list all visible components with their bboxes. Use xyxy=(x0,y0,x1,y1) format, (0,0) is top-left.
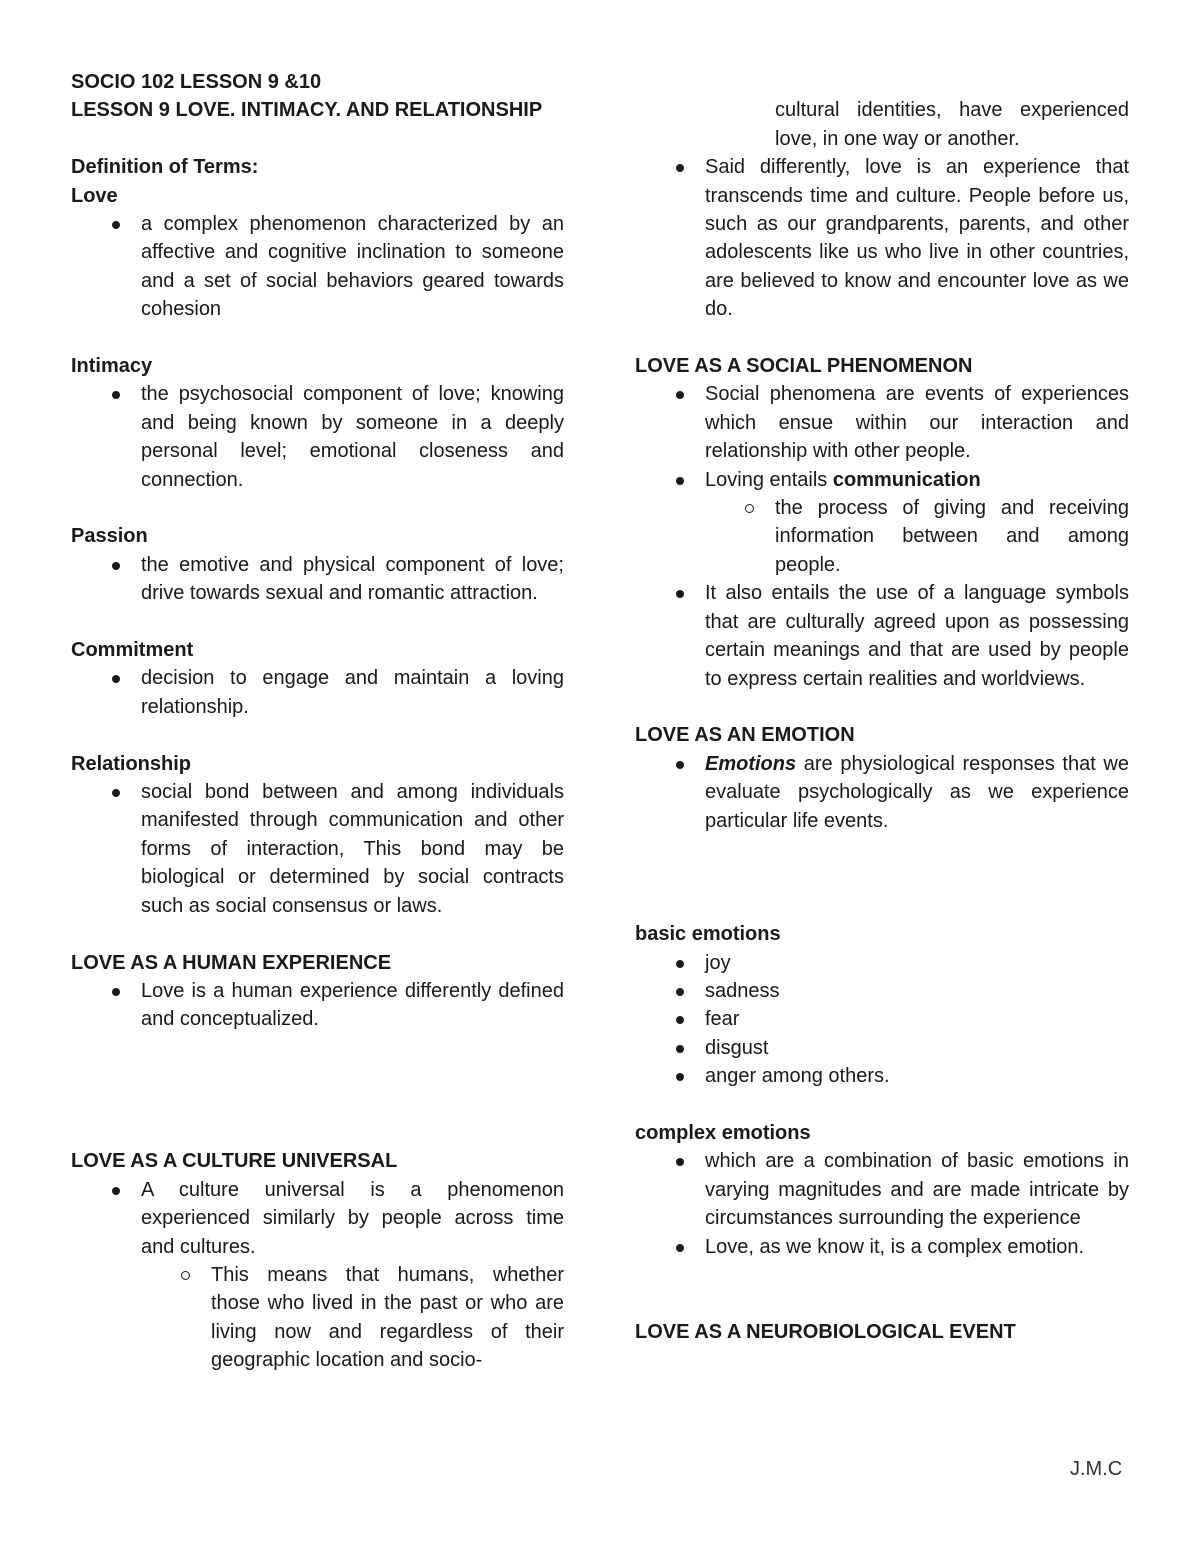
basic-emotion-item: disgust xyxy=(635,1034,1129,1062)
definitions-heading: Definition of Terms: xyxy=(71,156,259,179)
emotions-term: Emotions xyxy=(705,752,797,775)
culture-universal-heading: LOVE AS A CULTURE UNIVERSAL xyxy=(71,1150,398,1173)
culture-universal-item: A culture universal is a phenomenon experienced similarly by people across time and cultures. xyxy=(71,1176,564,1261)
footer-initials: J.M.C xyxy=(1070,1458,1123,1480)
basic-emotion-item: sadness xyxy=(635,977,1129,1005)
lesson-heading: LESSON 9 LOVE. INTIMACY. AND RELATIONSHIP xyxy=(71,99,543,122)
human-experience-heading: LOVE AS A HUMAN EXPERIENCE xyxy=(71,951,392,974)
term-commitment: Commitment xyxy=(71,639,194,662)
document-title: SOCIO 102 LESSON 9 &10 xyxy=(71,71,322,93)
culture-universal-subitem: This means that humans, whether those who lived in the past or who are living now and regardless of their geographic location and socio- xyxy=(71,1261,564,1375)
basic-emotion-item: anger among others. xyxy=(635,1062,1129,1090)
commitment-definition: decision to engage and maintain a loving relationship. xyxy=(71,664,564,721)
complex-emotions-heading: complex emotions xyxy=(635,1121,811,1144)
social-phenomenon-heading: LOVE AS A SOCIAL PHENOMENON xyxy=(635,355,973,378)
relationship-definition: social bond between and among individuals manifested through communication and other forms of interaction, This bond may be biological or determined by social contracts such as social consensus or laws. xyxy=(71,778,564,920)
culture-universal-subitem-continued: cultural identities, have experienced love, in one way or another. xyxy=(775,99,1129,150)
basic-emotion-item: fear xyxy=(635,1005,1129,1033)
right-column xyxy=(635,68,1129,1346)
complex-emotions-item-1: which are a combination of basic emotions in varying magnitudes and are made intricate by circumstances surrounding the experience xyxy=(635,1147,1129,1232)
human-experience-item: Love is a human experience differently defined and conceptualized. xyxy=(71,977,564,1034)
basic-emotions-heading: basic emotions xyxy=(635,923,781,946)
social-phenomenon-item-1: Social phenomena are events of experiences which ensue within our interaction and relationship with other people. xyxy=(635,380,1129,465)
term-intimacy: Intimacy xyxy=(71,355,153,378)
communication-term: communication xyxy=(832,468,981,491)
left-column xyxy=(71,68,564,1375)
emotion-item xyxy=(635,750,1129,835)
passion-definition: the emotive and physical component of love; drive towards sexual and romantic attraction. xyxy=(71,551,564,608)
social-phenomenon-item-2 xyxy=(635,466,1129,494)
culture-universal-item-2: Said differently, love is an experience that transcends time and culture. People before us, such as our grandparents, parents, and other adolescents like us who live in other countries, are believed to know and encounter love as we do. xyxy=(635,153,1129,323)
communication-definition: the process of giving and receiving information between and among people. xyxy=(635,494,1129,579)
term-love: Love xyxy=(71,184,118,207)
love-definition: a complex phenomenon characterized by an affective and cognitive inclination to someone and a set of social behaviors geared towards cohesion xyxy=(71,210,564,324)
term-relationship: Relationship xyxy=(71,752,192,775)
loving-entails-text: Loving entails xyxy=(705,468,833,491)
intimacy-definition: the psychosocial component of love; knowing and being known by someone in a deeply personal level; emotional closeness and connection. xyxy=(71,380,564,494)
emotion-heading: LOVE AS AN EMOTION xyxy=(635,724,855,747)
complex-emotions-item-2: Love, as we know it, is a complex emotion. xyxy=(635,1233,1129,1261)
term-passion: Passion xyxy=(71,525,148,548)
emotions-definition: are physiological responses that we evaluate psychologically as we experience particular life events. xyxy=(705,752,1129,832)
social-phenomenon-item-3: It also entails the use of a language symbols that are culturally agreed upon as possessing certain meanings and that are used by people to express certain realities and worldviews. xyxy=(635,579,1129,693)
neurobiological-heading: LOVE AS A NEUROBIOLOGICAL EVENT xyxy=(635,1320,1016,1343)
basic-emotion-item: joy xyxy=(635,949,1129,977)
